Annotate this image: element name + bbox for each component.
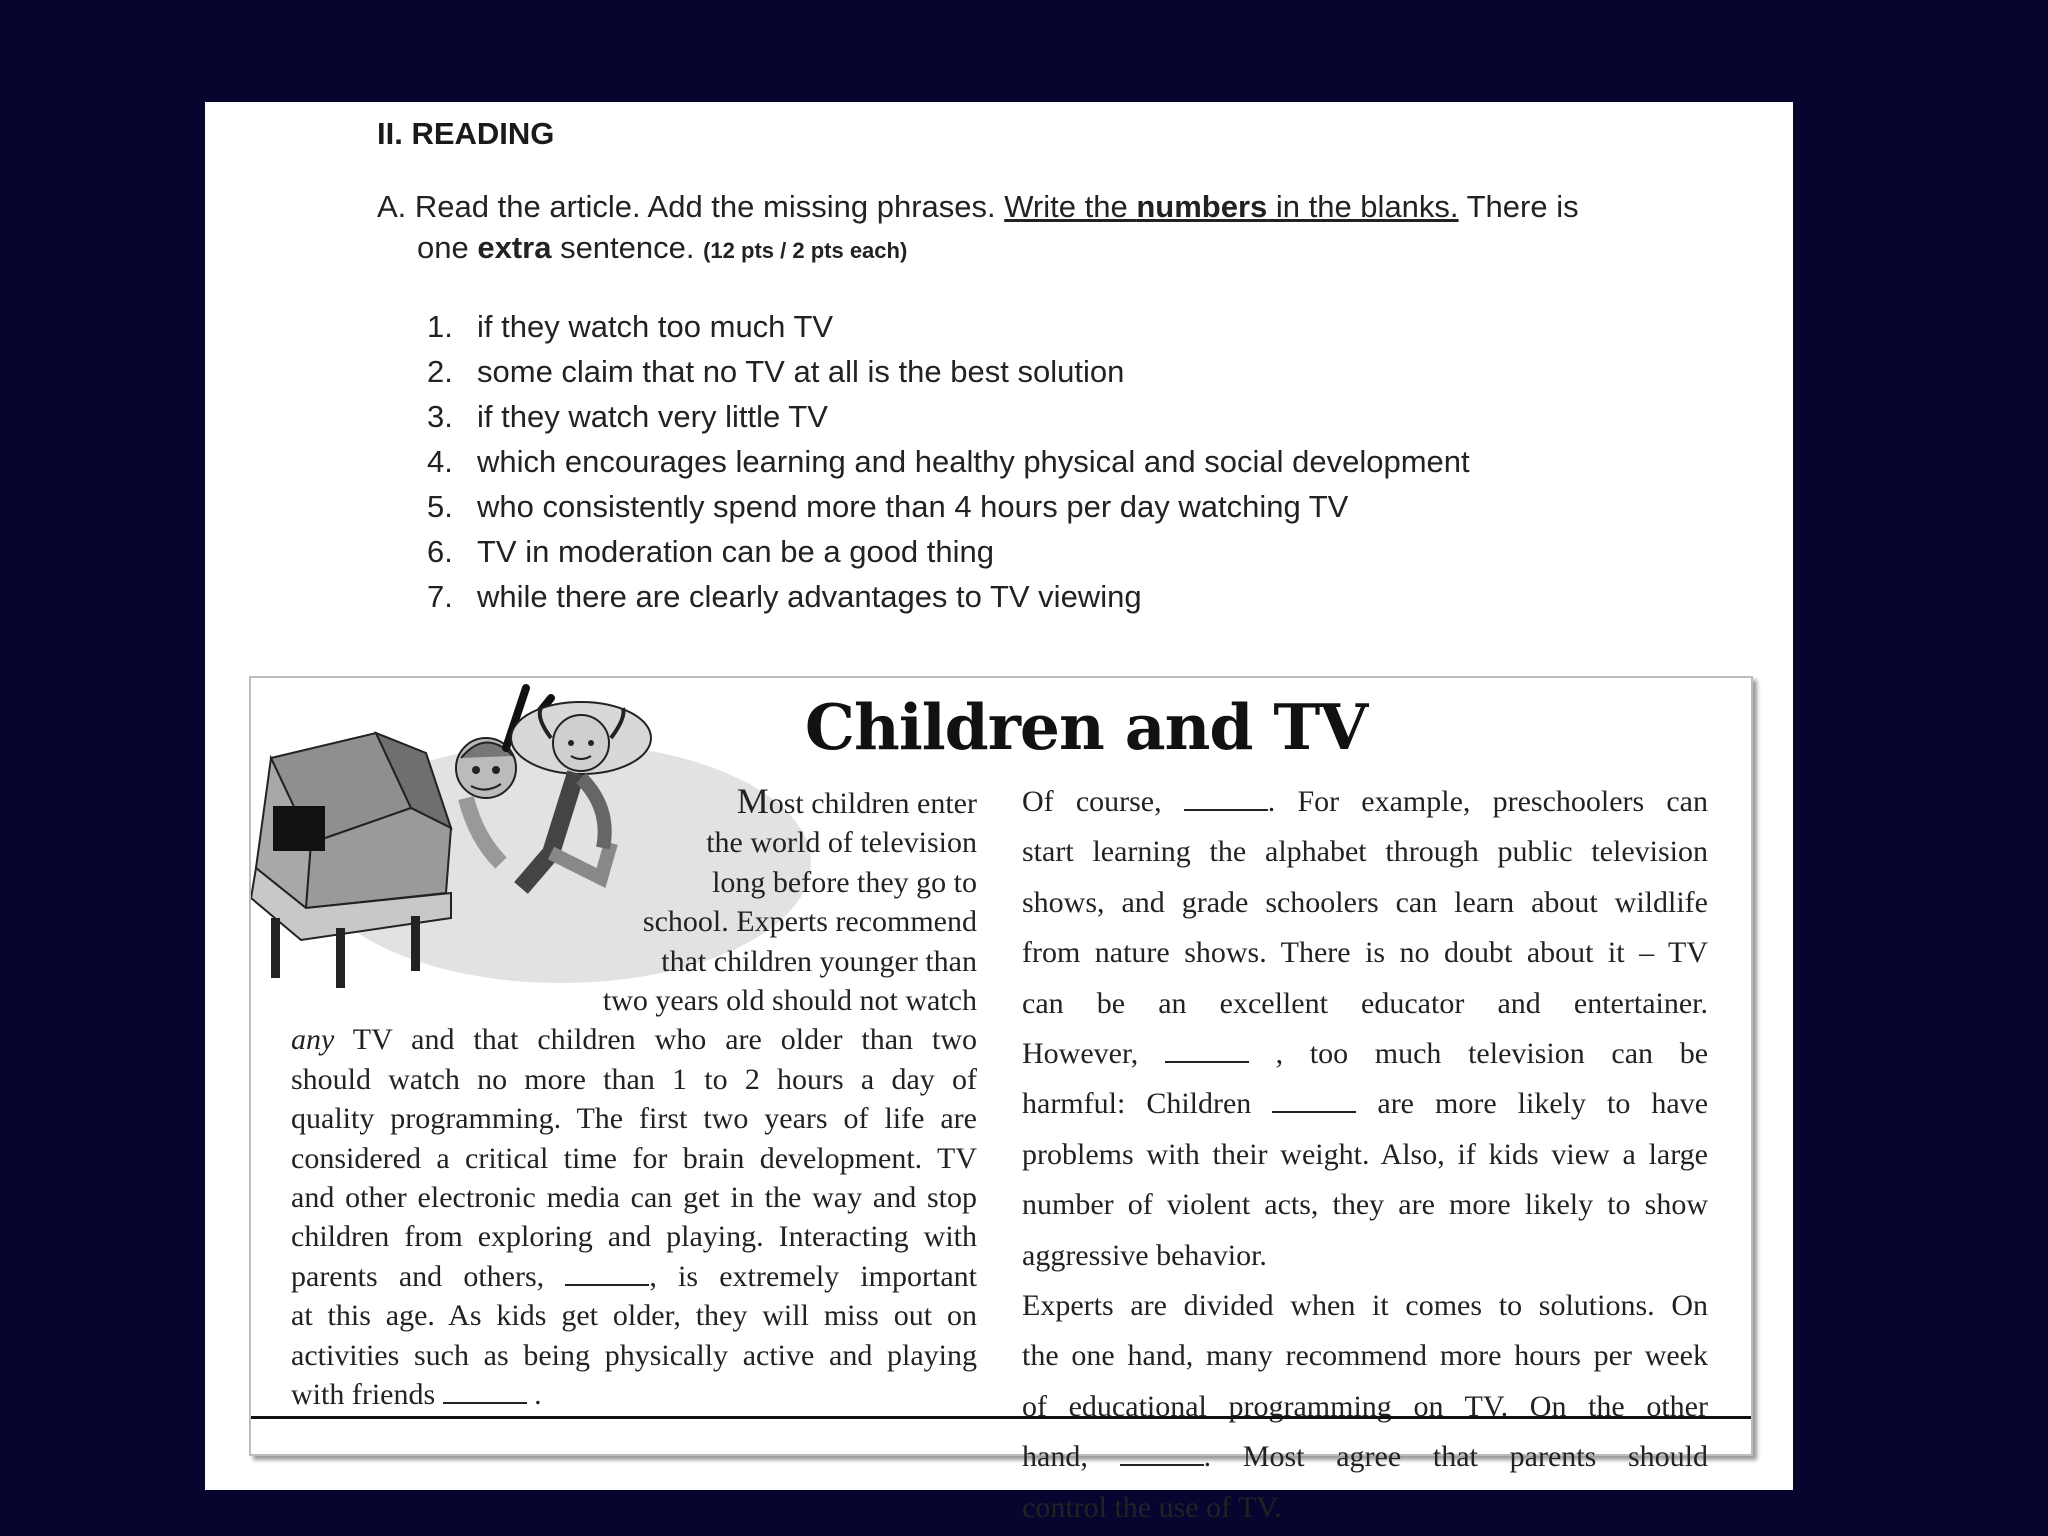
phrase-item (427, 484, 1727, 529)
section-title: II. READING (377, 116, 555, 151)
text-line: should watch no more than 1 to 2 hours a day of (291, 1062, 977, 1096)
instruction-line2 (377, 227, 1737, 271)
text-line: considered a critical time for brain development. TV (291, 1141, 977, 1175)
text-line: activities such as being physically active and playing (291, 1338, 977, 1372)
text-span: . Most agree that parents should (1203, 1440, 1709, 1474)
answer-blank[interactable] (443, 1378, 527, 1404)
phrase-number: 5. (427, 489, 453, 524)
text-span: However, (1022, 1037, 1139, 1071)
instruction-text (377, 186, 1737, 271)
phrase-text: TV in moderation can be a good thing (477, 534, 995, 569)
phrase-text: if they watch very little TV (477, 399, 828, 434)
bottom-rule (251, 1416, 1751, 1419)
answer-blank[interactable] (1184, 785, 1268, 811)
text-line: at this age. As kids get older, they will miss out on (291, 1299, 977, 1333)
text-line (291, 1257, 977, 1296)
text-line: school. Experts recommend (642, 905, 977, 939)
text-span: ost children enter (768, 787, 977, 820)
drop-cap: M (736, 781, 769, 821)
instruction-line2-1: one (417, 230, 478, 265)
instruction-after: There is (1458, 189, 1579, 224)
instruction-numbers-bold: numbers (1136, 189, 1268, 224)
text-line: the world of television (706, 826, 977, 860)
text-line (1022, 1084, 1708, 1123)
text-line: quality programming. The first two years of life are (291, 1102, 977, 1136)
worksheet-page (205, 102, 1793, 1524)
text-line: start learning the alphabet through public television (1022, 835, 1708, 869)
text-span: are more likely to have (1377, 1087, 1709, 1121)
phrase-number: 7. (427, 579, 453, 614)
text-line: shows, and grade schoolers can learn about wildlife (1022, 885, 1708, 919)
instruction-prefix: A. Read the article. Add the missing phrases. (377, 189, 1005, 224)
text-line: two years old should not watch (602, 984, 977, 1018)
text-line: Experts are divided when it comes to solutions. On (1022, 1289, 1708, 1323)
text-line: problems with their weight. Also, if kids view a large (1022, 1137, 1708, 1171)
text-span: parents and others, (291, 1259, 545, 1293)
instruction-line2-2: sentence. (551, 230, 704, 265)
instruction-points: (12 pts / 2 pts each) (703, 238, 908, 263)
text-line (291, 782, 977, 823)
answer-blank[interactable] (1272, 1087, 1356, 1113)
text-line: that children younger than (661, 944, 977, 978)
text-span: TV and that children who are older than two (334, 1023, 977, 1057)
phrase-number: 2. (427, 354, 453, 389)
phrase-item (427, 439, 1727, 484)
text-line (1022, 1437, 1708, 1476)
phrase-text: which encourages learning and healthy physical and social development (477, 444, 1470, 479)
emphasis-any: any (291, 1023, 335, 1057)
text-span: , is extremely important (649, 1259, 977, 1293)
text-line (291, 1375, 977, 1414)
text-span: , too much television can be (1275, 1037, 1709, 1071)
text-line: children from exploring and playing. Interacting with (291, 1220, 977, 1254)
text-line (1022, 782, 1708, 821)
article-title: Children and TV (804, 690, 1368, 764)
answer-blank[interactable] (565, 1260, 649, 1286)
instruction-extra-bold: extra (477, 230, 552, 265)
phrase-text: if they watch too much TV (477, 309, 834, 344)
text-line: of educational programming on TV. On the other (1022, 1389, 1708, 1423)
text-span: . (534, 1378, 542, 1412)
text-span: Of course, (1022, 785, 1162, 818)
instruction-underlined-1: Write the (1004, 189, 1137, 224)
phrase-item (427, 394, 1727, 439)
text-line: control the use of TV. (1022, 1490, 1282, 1524)
article-left-column (291, 782, 977, 1415)
answer-blank[interactable] (1165, 1037, 1249, 1063)
phrase-item (427, 574, 1727, 619)
text-span: with friends (291, 1378, 436, 1412)
text-span: harmful: Children (1022, 1087, 1252, 1121)
phrase-number: 1. (427, 309, 453, 344)
paragraph-gap (1022, 1275, 1708, 1286)
instruction-underlined (1004, 189, 1458, 224)
text-span: . For example, preschoolers can (1267, 785, 1708, 818)
answer-blank[interactable] (1120, 1440, 1204, 1466)
article-box (249, 676, 1753, 1524)
text-line: long before they go to (712, 865, 977, 899)
paragraph-1 (1022, 782, 1708, 1275)
phrase-number: 3. (427, 399, 453, 434)
text-line (1022, 1034, 1708, 1073)
phrase-text: who consistently spend more than 4 hours per day watching TV (477, 489, 1349, 524)
phrase-list (427, 304, 1727, 619)
phrase-number: 6. (427, 534, 453, 569)
text-line: number of violent acts, they are more likely to show (1022, 1188, 1708, 1222)
text-line: and other electronic media can get in the way and stop (291, 1181, 977, 1215)
phrase-item (427, 349, 1727, 394)
paragraph-2 (1022, 1286, 1708, 1527)
text-line: can be an excellent educator and entertainer. (1022, 986, 1708, 1020)
text-span: hand, (1022, 1440, 1088, 1474)
phrase-text: some claim that no TV at all is the best solution (477, 354, 1125, 389)
text-line: aggressive behavior. (1022, 1238, 1267, 1272)
text-line (291, 1020, 977, 1059)
phrase-number: 4. (427, 444, 453, 479)
phrase-item (427, 529, 1727, 574)
phrase-text: while there are clearly advantages to TV viewing (477, 579, 1142, 614)
text-line: the one hand, many recommend more hours per week (1022, 1339, 1708, 1373)
instruction-underlined-2: in the blanks. (1267, 189, 1459, 224)
text-line: from nature shows. There is no doubt about it – TV (1022, 936, 1708, 970)
phrase-item (427, 304, 1727, 349)
